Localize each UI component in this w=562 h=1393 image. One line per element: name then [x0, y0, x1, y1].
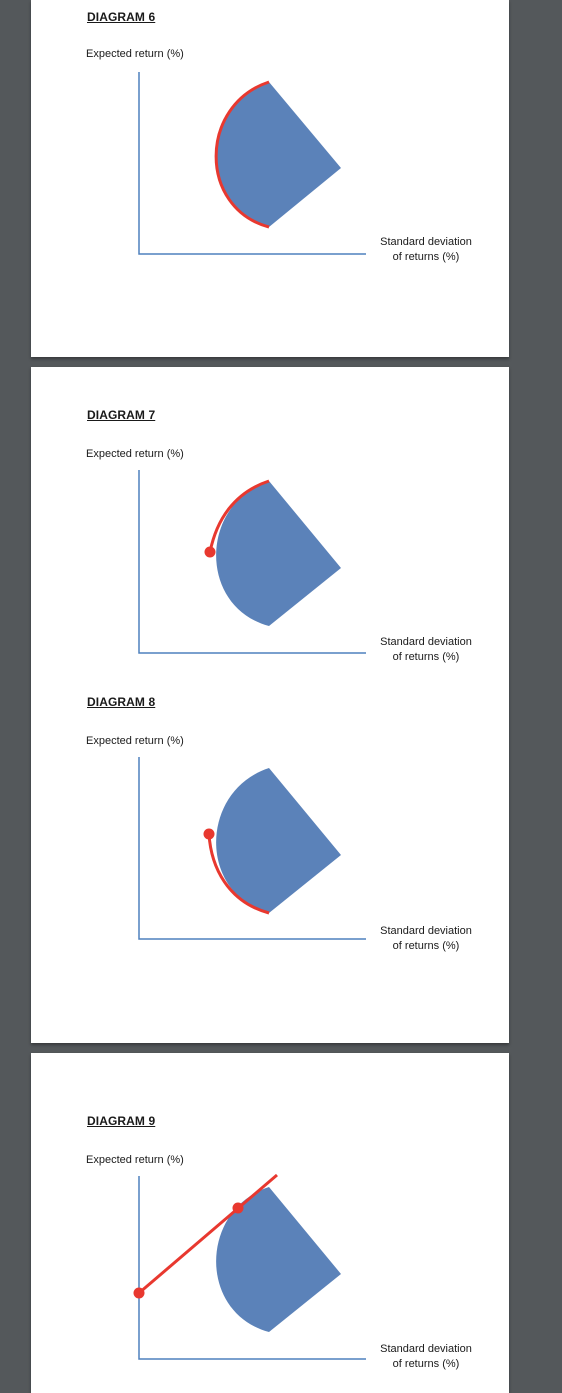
diagram-7-y-axis-label: Expected return (%)	[86, 448, 184, 460]
pdf-page-2	[31, 367, 509, 1043]
diagram-9-y-axis-label: Expected return (%)	[86, 1154, 184, 1166]
diagram-7-x-axis-label	[366, 635, 486, 665]
x-axis-label-line-2: of returns (%)	[392, 251, 460, 263]
x-axis-label-line-1: Standard deviation	[380, 236, 472, 248]
minimum-variance-point	[204, 829, 215, 840]
tangency-portfolio-point	[233, 1203, 244, 1214]
diagram-8-y-axis-label: Expected return (%)	[86, 735, 184, 747]
diagram-9-x-axis-label	[366, 1342, 486, 1372]
diagram-8-x-axis-label	[366, 924, 486, 954]
risk-free-point	[134, 1288, 145, 1299]
diagram-9-title: DIAGRAM 9	[87, 1114, 156, 1128]
x-axis-label-line-1: Standard deviation	[380, 1343, 472, 1355]
x-axis-label-line-2: of returns (%)	[392, 1358, 460, 1370]
x-axis-label-line-1: Standard deviation	[380, 925, 472, 937]
minimum-variance-point	[205, 547, 216, 558]
diagram-6-y-axis-label: Expected return (%)	[86, 48, 184, 60]
x-axis-label-line-2: of returns (%)	[392, 651, 460, 663]
feasible-region	[216, 768, 341, 913]
pdf-page-3	[31, 1053, 509, 1393]
diagram-6-x-axis-label	[366, 235, 486, 265]
diagram-8-title: DIAGRAM 8	[87, 695, 156, 709]
pdf-page-1	[31, 0, 509, 357]
x-axis-label-line-2: of returns (%)	[392, 940, 460, 952]
diagram-7-title: DIAGRAM 7	[87, 408, 156, 422]
x-axis-label-line-1: Standard deviation	[380, 636, 472, 648]
diagram-6-title: DIAGRAM 6	[87, 10, 156, 24]
diagram-6-chart	[31, 0, 509, 357]
